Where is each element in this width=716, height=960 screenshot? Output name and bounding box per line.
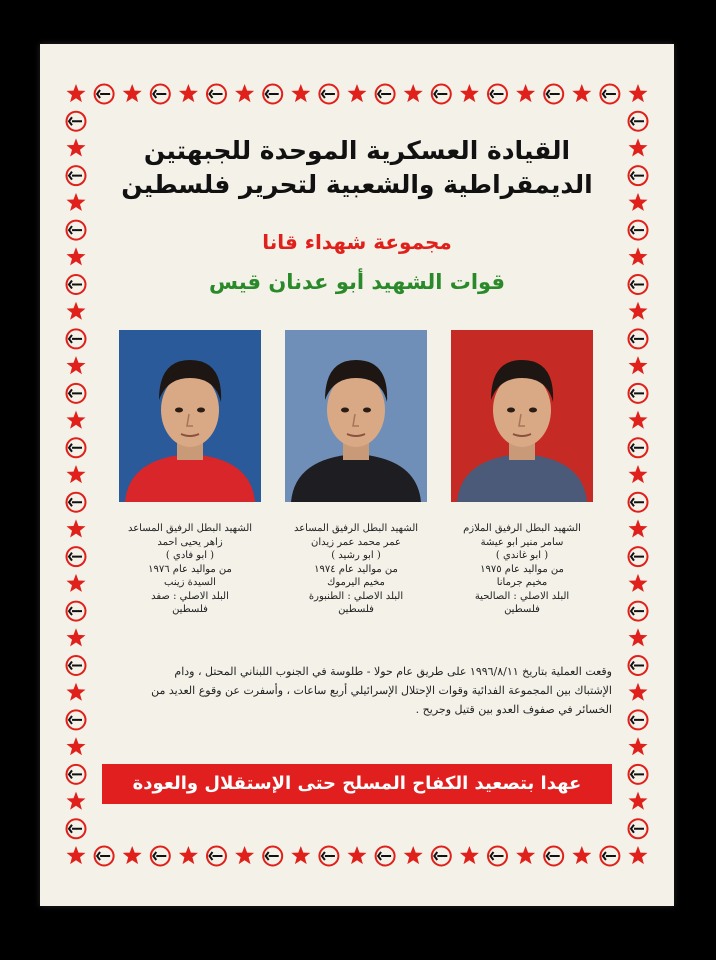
- star-icon: [67, 574, 86, 592]
- martyr-alias: ( ابو فادي ): [165, 550, 215, 561]
- star-icon: [629, 84, 648, 102]
- star-icon: [67, 411, 86, 429]
- star-icon: [67, 356, 86, 374]
- star-icon: [516, 84, 535, 102]
- martyr-rank: الشهيد البطل الرفيق الملازم: [463, 523, 581, 534]
- circle-arrow-emblem-icon: [67, 819, 86, 838]
- description-line: وقعت العملية بتاريخ ١٩٩٦/٨/١١ على طريق عام حولا - طلوسة في الجنوب اللبناني المحتل ، ودام: [174, 665, 612, 678]
- star-icon: [460, 846, 479, 864]
- martyr-residence: السيدة زينب: [164, 577, 216, 588]
- star-icon: [404, 846, 423, 864]
- star-icon: [67, 683, 86, 701]
- star-icon: [179, 846, 198, 864]
- star-icon: [629, 574, 648, 592]
- star-icon: [516, 846, 535, 864]
- star-icon: [629, 628, 648, 646]
- circle-arrow-emblem-icon: [376, 85, 395, 104]
- portrait-illustration: [285, 330, 427, 502]
- star-icon: [629, 519, 648, 537]
- circle-arrow-emblem-icon: [319, 85, 338, 104]
- circle-arrow-emblem-icon: [629, 493, 648, 512]
- circle-arrow-emblem-icon: [376, 847, 395, 866]
- star-icon: [291, 846, 310, 864]
- slogan-text: عهدا بتصعيد الكفاح المسلح حتى الإستقلال والعودة: [132, 773, 582, 794]
- star-icon: [67, 792, 86, 810]
- circle-arrow-emblem-icon: [600, 847, 619, 866]
- star-icon: [291, 84, 310, 102]
- star-icon: [629, 356, 648, 374]
- circle-arrow-emblem-icon: [629, 656, 648, 675]
- circle-arrow-emblem-icon: [67, 329, 86, 348]
- group-name: مجموعة شهداء قانا: [262, 230, 452, 254]
- star-icon: [179, 84, 198, 102]
- martyr-birth: من مواليد عام ١٩٧٦: [148, 563, 232, 575]
- star-icon: [629, 683, 648, 701]
- circle-arrow-emblem-icon: [95, 85, 114, 104]
- martyr-photo: [119, 330, 261, 502]
- circle-arrow-emblem-icon: [488, 847, 507, 866]
- circle-arrow-emblem-icon: [432, 85, 451, 104]
- star-icon: [348, 84, 367, 102]
- star-icon: [235, 846, 254, 864]
- circle-arrow-emblem-icon: [67, 602, 86, 621]
- circle-arrow-emblem-icon: [600, 85, 619, 104]
- circle-arrow-emblem-icon: [544, 847, 563, 866]
- star-icon: [67, 846, 86, 864]
- circle-arrow-emblem-icon: [263, 85, 282, 104]
- portrait-illustration: [451, 330, 593, 502]
- header-title-line-1: القيادة العسكرية الموحدة للجبهتين: [143, 136, 571, 165]
- martyr-residence: مخيم جرمانا: [496, 577, 548, 588]
- circle-arrow-emblem-icon: [432, 847, 451, 866]
- circle-arrow-emblem-icon: [629, 819, 648, 838]
- star-icon: [629, 737, 648, 755]
- operation-description: [102, 662, 612, 719]
- star-icon: [123, 84, 142, 102]
- star-icon: [67, 465, 86, 483]
- circle-arrow-emblem-icon: [67, 112, 86, 131]
- star-icon: [629, 465, 648, 483]
- circle-arrow-emblem-icon: [67, 438, 86, 457]
- circle-arrow-emblem-icon: [629, 329, 648, 348]
- circle-arrow-emblem-icon: [151, 847, 170, 866]
- martyr-birth: من مواليد عام ١٩٧٤: [314, 563, 398, 575]
- martyr-name: عمر محمد عمر زيدان: [311, 536, 401, 548]
- header-title-line-2: الديمقراطية والشعبية لتحرير فلسطين: [121, 170, 593, 199]
- martyr-birth: من مواليد عام ١٩٧٥: [480, 563, 564, 575]
- portrait-illustration: [119, 330, 261, 502]
- star-icon: [67, 519, 86, 537]
- martyr-country: فلسطين: [338, 604, 374, 615]
- description-line: الإشتباك بين المجموعة الفدائية وقوات الإحتلال الإسرائيلي أربع ساعات ، وأسفرت عن وقوع العديد من: [151, 684, 612, 697]
- star-icon: [404, 84, 423, 102]
- poster: [40, 44, 674, 906]
- circle-arrow-emblem-icon: [207, 847, 226, 866]
- martyr-caption: [105, 522, 275, 617]
- circle-arrow-emblem-icon: [263, 847, 282, 866]
- circle-arrow-emblem-icon: [629, 547, 648, 566]
- circle-arrow-emblem-icon: [319, 847, 338, 866]
- martyr-photo: [285, 330, 427, 502]
- martyr-alias: ( ابو رشيد ): [331, 550, 381, 561]
- circle-arrow-emblem-icon: [629, 384, 648, 403]
- circle-arrow-emblem-icon: [151, 85, 170, 104]
- star-icon: [235, 84, 254, 102]
- star-icon: [629, 846, 648, 864]
- forces-name: قوات الشهيد أبو عدنان قيس: [209, 270, 505, 294]
- martyr-caption: [271, 522, 441, 617]
- circle-arrow-emblem-icon: [629, 765, 648, 784]
- description-line: الخسائر في صفوف العدو بين قتيل وجريح .: [415, 703, 612, 716]
- martyr-name: سامر منير ابو عيشة: [480, 536, 564, 548]
- martyr-origin: البلد الاصلي : صفد: [151, 590, 229, 602]
- martyr-alias: ( ابو غاندي ): [495, 550, 549, 561]
- star-icon: [629, 302, 648, 320]
- star-icon: [348, 846, 367, 864]
- star-icon: [629, 411, 648, 429]
- circle-arrow-emblem-icon: [67, 493, 86, 512]
- martyr-name: زاهر يحيى احمد: [157, 536, 223, 548]
- circle-arrow-emblem-icon: [67, 384, 86, 403]
- circle-arrow-emblem-icon: [488, 85, 507, 104]
- circle-arrow-emblem-icon: [544, 85, 563, 104]
- circle-arrow-emblem-icon: [629, 602, 648, 621]
- circle-arrow-emblem-icon: [629, 112, 648, 131]
- circle-arrow-emblem-icon: [629, 710, 648, 729]
- circle-arrow-emblem-icon: [629, 438, 648, 457]
- circle-arrow-emblem-icon: [67, 765, 86, 784]
- star-icon: [67, 737, 86, 755]
- martyr-country: فلسطين: [504, 604, 540, 615]
- star-icon: [572, 84, 591, 102]
- martyr-rank: الشهيد البطل الرفيق المساعد: [127, 523, 253, 534]
- star-icon: [629, 792, 648, 810]
- star-icon: [460, 84, 479, 102]
- martyr-rank: الشهيد البطل الرفيق المساعد: [293, 523, 419, 534]
- star-icon: [123, 846, 142, 864]
- martyr-residence: مخيم اليرموك: [327, 577, 385, 588]
- circle-arrow-emblem-icon: [207, 85, 226, 104]
- slogan-banner: [102, 764, 612, 804]
- martyr-photo: [451, 330, 593, 502]
- martyr-country: فلسطين: [172, 604, 208, 615]
- star-icon: [67, 84, 86, 102]
- circle-arrow-emblem-icon: [67, 710, 86, 729]
- star-icon: [572, 846, 591, 864]
- martyr-origin: البلد الاصلي : الصالحية: [474, 590, 570, 602]
- circle-arrow-emblem-icon: [95, 847, 114, 866]
- circle-arrow-emblem-icon: [67, 547, 86, 566]
- star-icon: [67, 302, 86, 320]
- martyr-origin: البلد الاصلي : الطنبورة: [308, 590, 404, 602]
- circle-arrow-emblem-icon: [67, 656, 86, 675]
- star-icon: [67, 628, 86, 646]
- martyr-caption: [437, 522, 607, 617]
